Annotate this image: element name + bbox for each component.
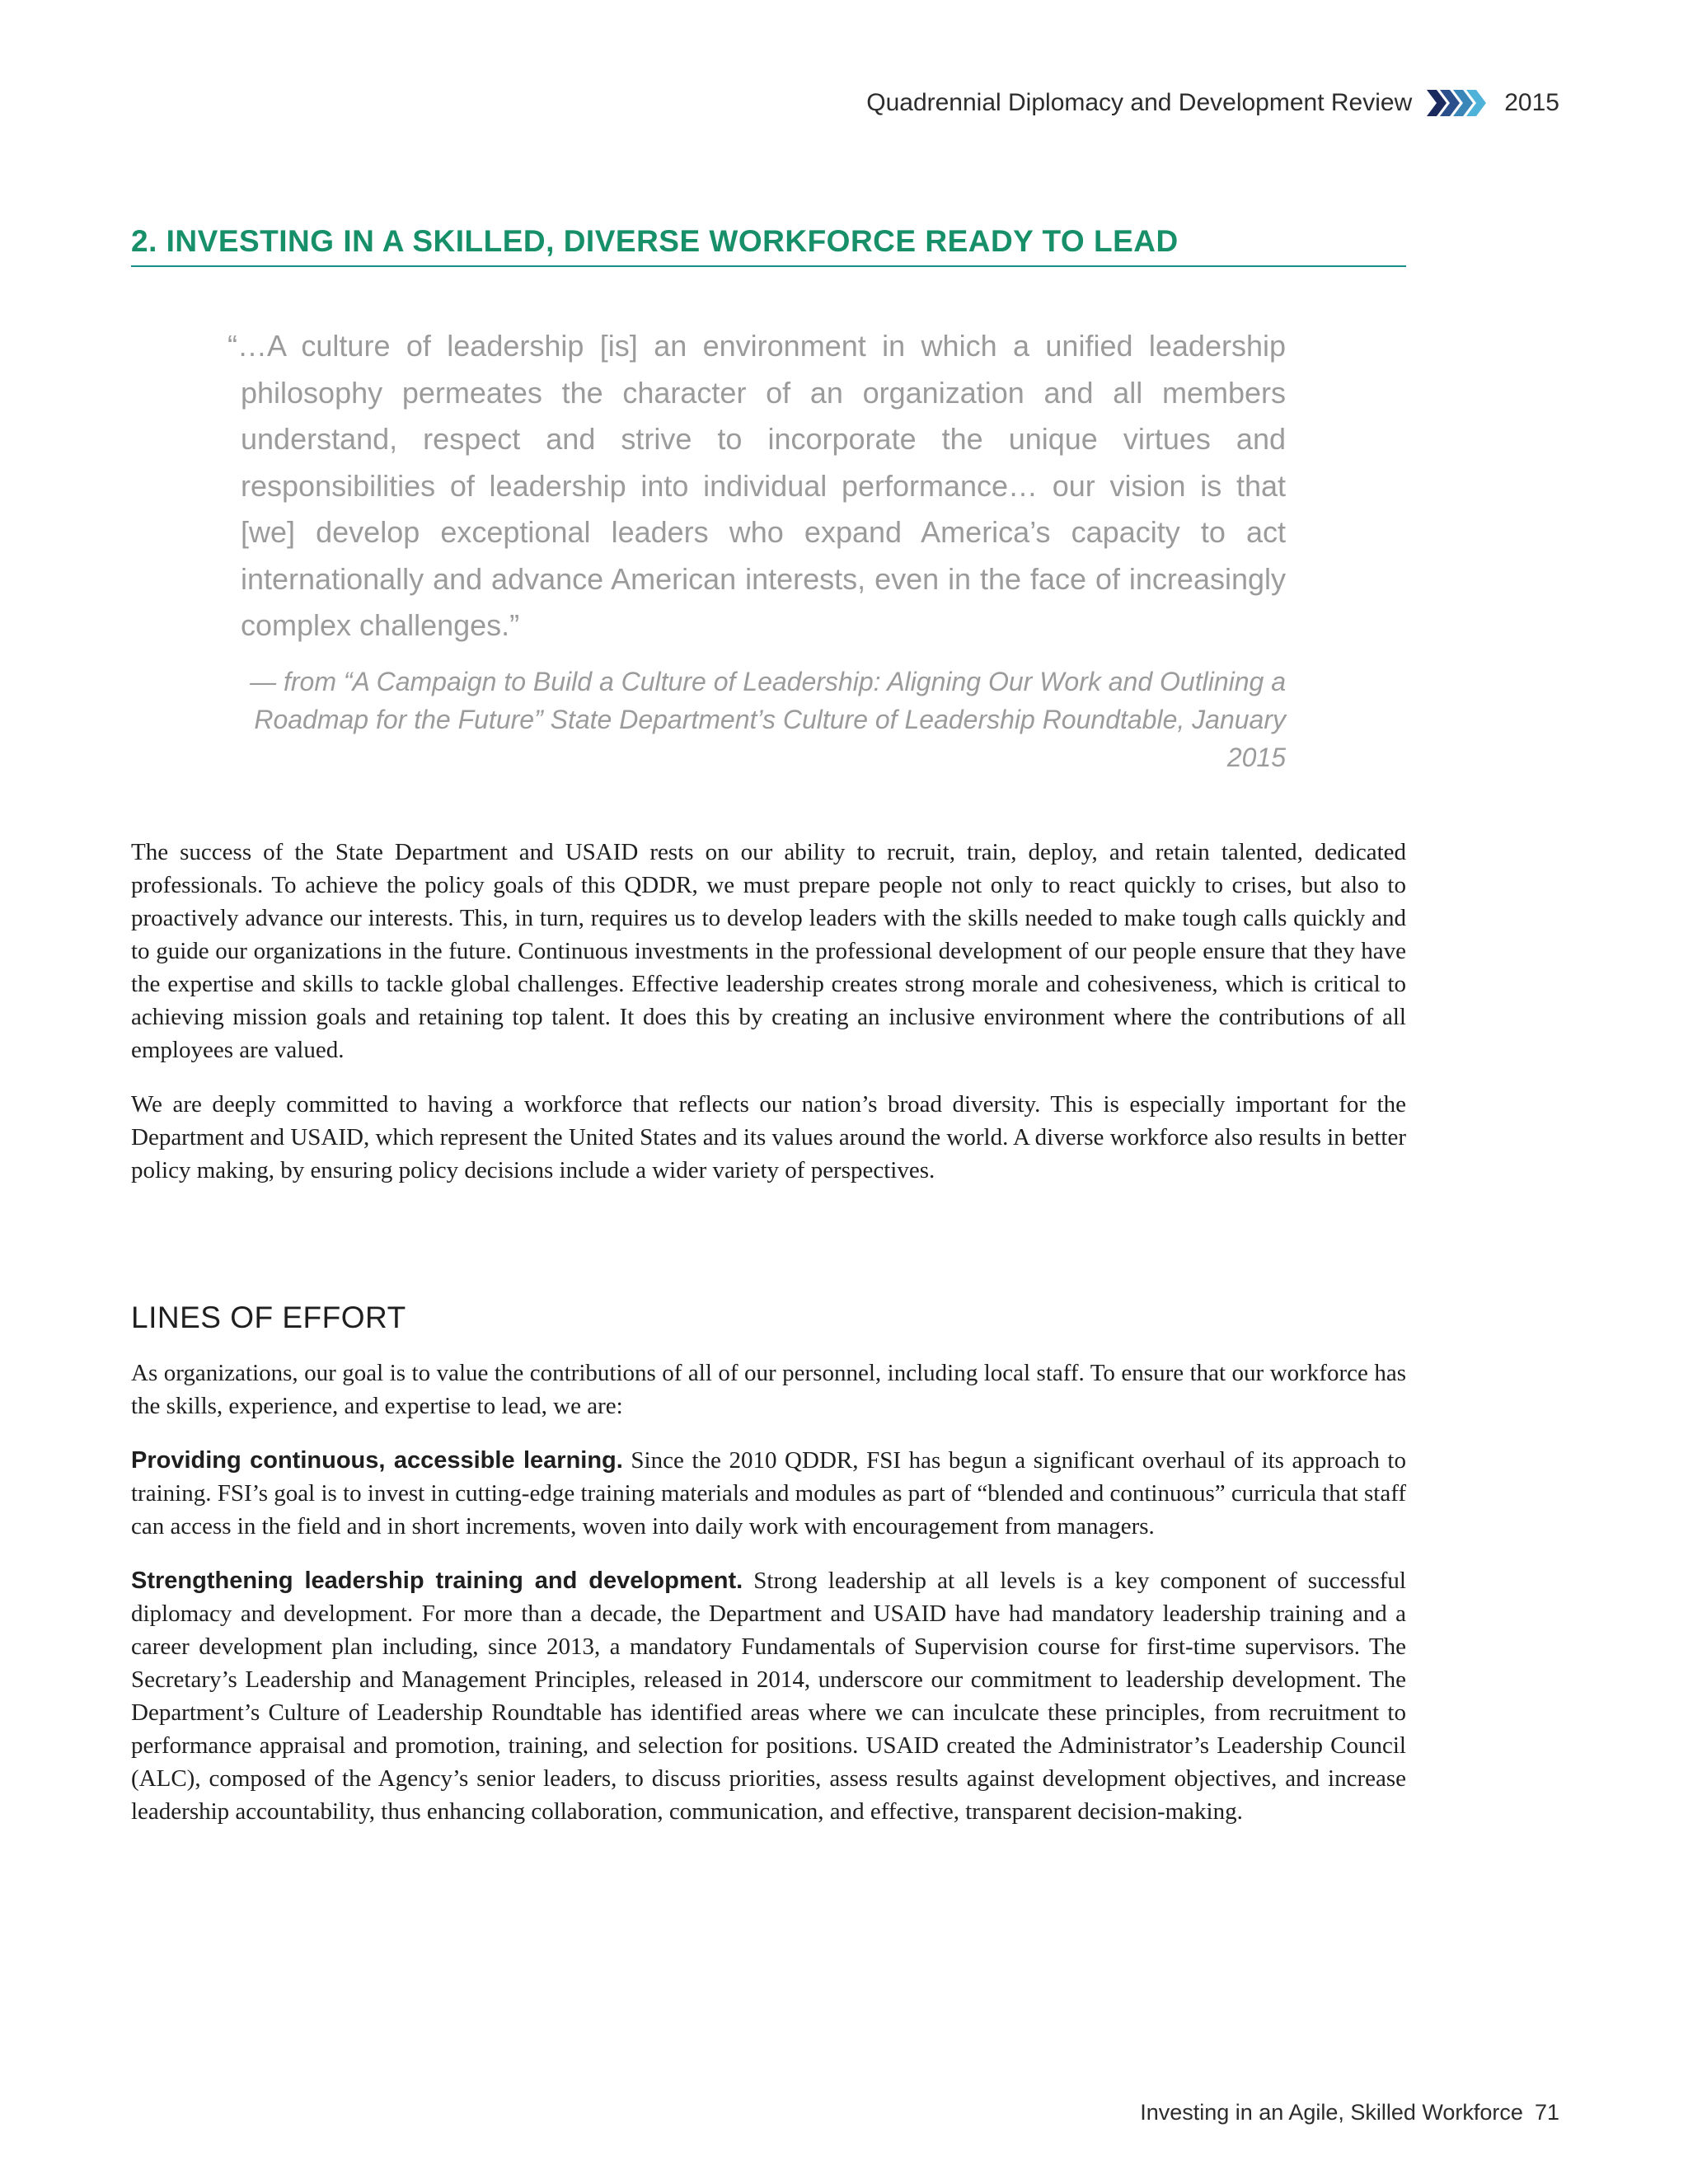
effort-item — [131, 1564, 1406, 1828]
footer-section-name: Investing in an Agile, Skilled Workforce — [1140, 2100, 1523, 2125]
effort-item-text: Strong leadership at all levels is a key component of successful diplomacy and development. For more than a decade, the Department and USAID have had mandatory leadership training and a career development plan including, since 2013, a mandatory Fundamentals of Supervision course for first-time supervisors. The Secretary’s Leadership and Management Principles, released in 2014, underscore our commitment to leadership development. The Department’s Culture of Leadership Roundtable has identified areas where we can inculcate these principles, from recruitment to performance appraisal and promotion, training, and selection for positions. USAID created the Administrator’s Leadership Council (ALC), composed of the Agency’s senior leaders, to discuss priorities, assess results against development objectives, and increase leadership accountability, thus enhancing collaboration, communication, and effective, transparent decision-making. — [131, 1568, 1406, 1825]
running-header — [866, 89, 1559, 117]
chevron-arrows-graphic — [1427, 90, 1489, 116]
publication-title: Quadrennial Diplomacy and Development Review — [866, 89, 1413, 116]
effort-item-text: Since the 2010 QDDR, FSI has begun a significant overhaul of its approach to training. FSI’s goal is to invest in cutting-edge training materials and modules as part of “blended and continuous” curricula that staff can access in the field and in short increments, woven into daily work with encouragement from managers. — [131, 1447, 1406, 1540]
lines-of-effort-heading: LINES OF EFFORT — [131, 1301, 406, 1334]
effort-item-lead: Providing continuous, accessible learning. — [131, 1447, 623, 1474]
lines-of-effort-body — [131, 1357, 1406, 1849]
paragraph: The success of the State Department and USAID rests on our ability to recruit, train, deploy, and retain talented, dedicated professionals. To achieve the policy goals of this QDDR, we must prepare people not only to react quickly to crises, but also to proactively advance our interests. This, in turn, requires us to develop leaders with the skills needed to make tough calls quickly and to guide our organizations in the future. Continuous investments in the professional development of our people ensure that they have the expertise and skills to tackle global challenges. Effective leadership creates strong morale and cohesiveness, which is critical to achieving mission goals and retaining top talent. It does this by creating an inclusive environment where the contributions of all employees are valued. — [131, 839, 1406, 1063]
pull-quote — [221, 323, 1286, 776]
effort-item-lead: Strengthening leadership training and development. — [131, 1568, 743, 1594]
publication-year: 2015 — [1504, 89, 1559, 116]
quote-attribution: — from “A Campaign to Build a Culture of Leadership: Aligning Our Work and Outlining a Roadmap for the Future” State Department’s Culture of Leadership Roundtable, January 2015 — [250, 666, 1286, 772]
page-footer — [1140, 2100, 1559, 2125]
quote-text: “…A culture of leadership [is] an environment in which a unified leadership philosophy permeates the character of an organization and all members understand, respect and strive to incorporate the unique virtues and responsibilities of leadership into individual performance… our vision is that [we] develop exceptional leaders who expand America’s capacity to act internationally and advance American interests, even in the face of increasingly complex challenges.” — [227, 329, 1286, 642]
section-title: 2. INVESTING IN A SKILLED, DIVERSE WORKFORCE READY TO LEAD — [131, 224, 1406, 267]
chevron-arrows-icon — [1427, 90, 1489, 116]
intro-paragraphs — [131, 836, 1406, 1208]
paragraph: We are deeply committed to having a workforce that reflects our nation’s broad diversity. This is especially important for the Department and USAID, which represent the United States and its values around the world. A diverse workforce also results in better policy making, by ensuring policy decisions include a wider variety of perspectives. — [131, 1091, 1406, 1183]
paragraph: As organizations, our goal is to value the contributions of all of our personnel, including local staff. To ensure that our workforce has the skills, experience, and expertise to lead, we are: — [131, 1360, 1406, 1419]
page-number: 71 — [1534, 2100, 1559, 2125]
effort-item — [131, 1444, 1406, 1543]
